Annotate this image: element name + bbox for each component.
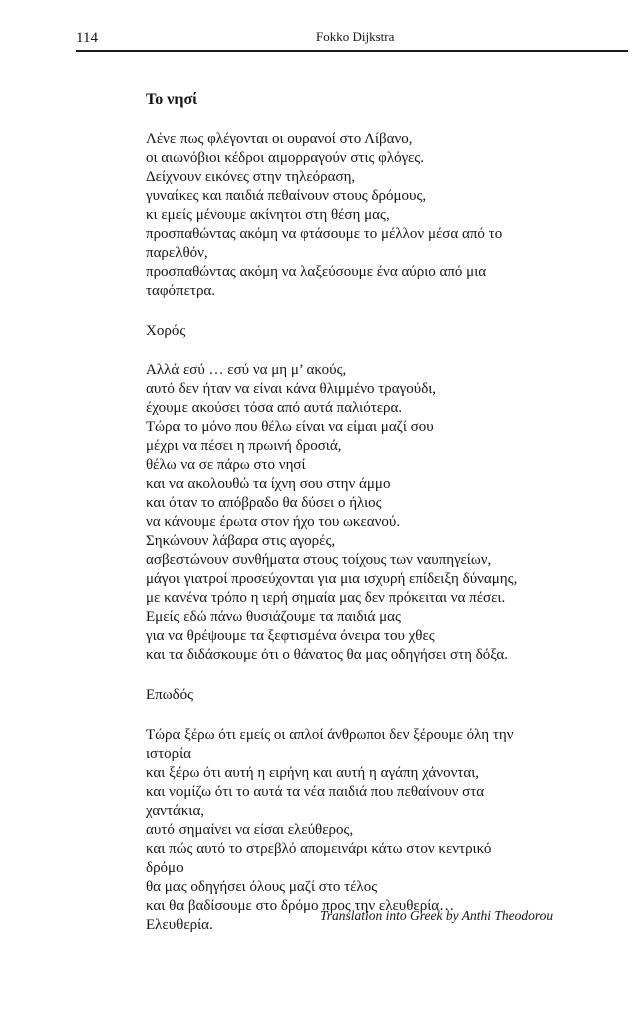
chorus-heading: Χορός xyxy=(146,323,186,339)
page-header xyxy=(76,30,628,52)
poem-line: Εμείς εδώ πάνω θυσιάζουμε τα παιδιά μας xyxy=(146,609,401,625)
poem-line: και να ακολουθώ τα ίχνη σου στην άμμο xyxy=(146,476,391,492)
translation-credit: Translation into Greek by Anthi Theodorou xyxy=(320,908,554,923)
poem-line: ιστορία xyxy=(146,746,192,762)
poem-line: Λένε πως φλέγονται οι ουρανοί στο Λίβανο, xyxy=(146,131,413,147)
poem-line: για να θρέψουμε τα ξεφτισμένα όνειρα του χθες xyxy=(146,628,435,644)
poem-line: και νομίζω ότι το αυτά τα νέα παιδιά που πεθαίνουν στα xyxy=(146,784,485,800)
poem-line: αυτό δεν ήταν να είναι κάνα θλιμμένο τραγούδι, xyxy=(146,381,437,397)
poem-line: Αλλά εσύ … εσύ να μη μ’ ακούς, xyxy=(146,362,347,378)
poem-line: και τα διδάσκουμε ότι ο θάνατος θα μας οδηγήσει στη δόξα. xyxy=(146,647,508,663)
poem-line: χαντάκια, xyxy=(146,803,205,819)
poem-line: οι αιωνόβιοι κέδροι αιμορραγούν στις φλόγες. xyxy=(146,150,424,166)
poem-line: Τώρα ξέρω ότι εμείς οι απλοί άνθρωποι δεν ξέρουμε όλη την xyxy=(146,727,514,743)
poem-line: αυτό σημαίνει να είσαι ελεύθερος, xyxy=(146,822,354,838)
poem-line: Τώρα το μόνο που θέλω είναι να είμαι μαζί σου xyxy=(146,419,434,435)
poem-line: ταφόπετρα. xyxy=(146,283,216,299)
poem-line: Ελευθερία. xyxy=(146,917,213,933)
poem-line: με κανένα τρόπο η ιερή σημαία μας δεν πρόκειται να πέσει. xyxy=(146,590,506,606)
poem-line: γυναίκες και παιδιά πεθαίνουν στους δρόμους, xyxy=(146,188,427,204)
poem-line: παρελθόν, xyxy=(146,245,208,261)
epode-heading: Επωδός xyxy=(146,687,194,703)
page-number: 114 xyxy=(76,30,98,46)
poem-line: και όταν το απόβραδο θα δύσει ο ήλιος xyxy=(146,495,382,511)
poem-line: έχουμε ακούσει τόσα από αυτά παλιότερα. xyxy=(146,400,403,416)
poem-line: προσπαθώντας ακόμη να φτάσουμε το μέλλον μέσα από το xyxy=(146,226,503,242)
poem-line: θα μας οδηγήσει όλους μαζί στο τέλος xyxy=(146,879,378,895)
poem-line: Δείχνουν εικόνες στην τηλεόραση, xyxy=(146,169,356,185)
poem-line: προσπαθώντας ακόμη να λαξεύσουμε ένα αύριο από μια xyxy=(146,264,487,280)
poem-line: και πώς αυτό το στρεβλό απομεινάρι κάτω στον κεντρικό xyxy=(146,841,492,857)
poem-title: Το νησί xyxy=(146,91,198,108)
poem-body xyxy=(146,90,616,935)
poem-line: θέλω να σε πάρω στο νησί xyxy=(146,457,306,473)
running-head: Fokko Dijkstra xyxy=(316,29,395,44)
poem-line: Σηκώνουν λάβαρα στις αγορές, xyxy=(146,533,336,549)
poem-line: μάγοι γιατροί προσεύχονται για μια ισχυρή επίδειξη δύναμης, xyxy=(146,571,518,587)
poem-line: και θα βαδίσουμε στο δρόμο προς την ελευθερία… xyxy=(146,898,455,914)
poem-line: να κάνουμε έρωτα στον ήχο του ωκεανού. xyxy=(146,514,401,530)
epode-stanza xyxy=(146,726,616,935)
poem-line: ασβεστώνουν συνθήματα στους τοίχους των ναυπηγείων, xyxy=(146,552,492,568)
poem-line: δρόμο xyxy=(146,860,184,876)
stanza-1 xyxy=(146,130,616,301)
chorus-stanza xyxy=(146,361,616,665)
poem-line: μέχρι να πέσει η πρωινή δροσιά, xyxy=(146,438,342,454)
poem-line: κι εμείς μένουμε ακίνητοι στη θέση μας, xyxy=(146,207,390,223)
poem-line: και ξέρω ότι αυτή η ειρήνη και αυτή η αγάπη χάνονται, xyxy=(146,765,480,781)
